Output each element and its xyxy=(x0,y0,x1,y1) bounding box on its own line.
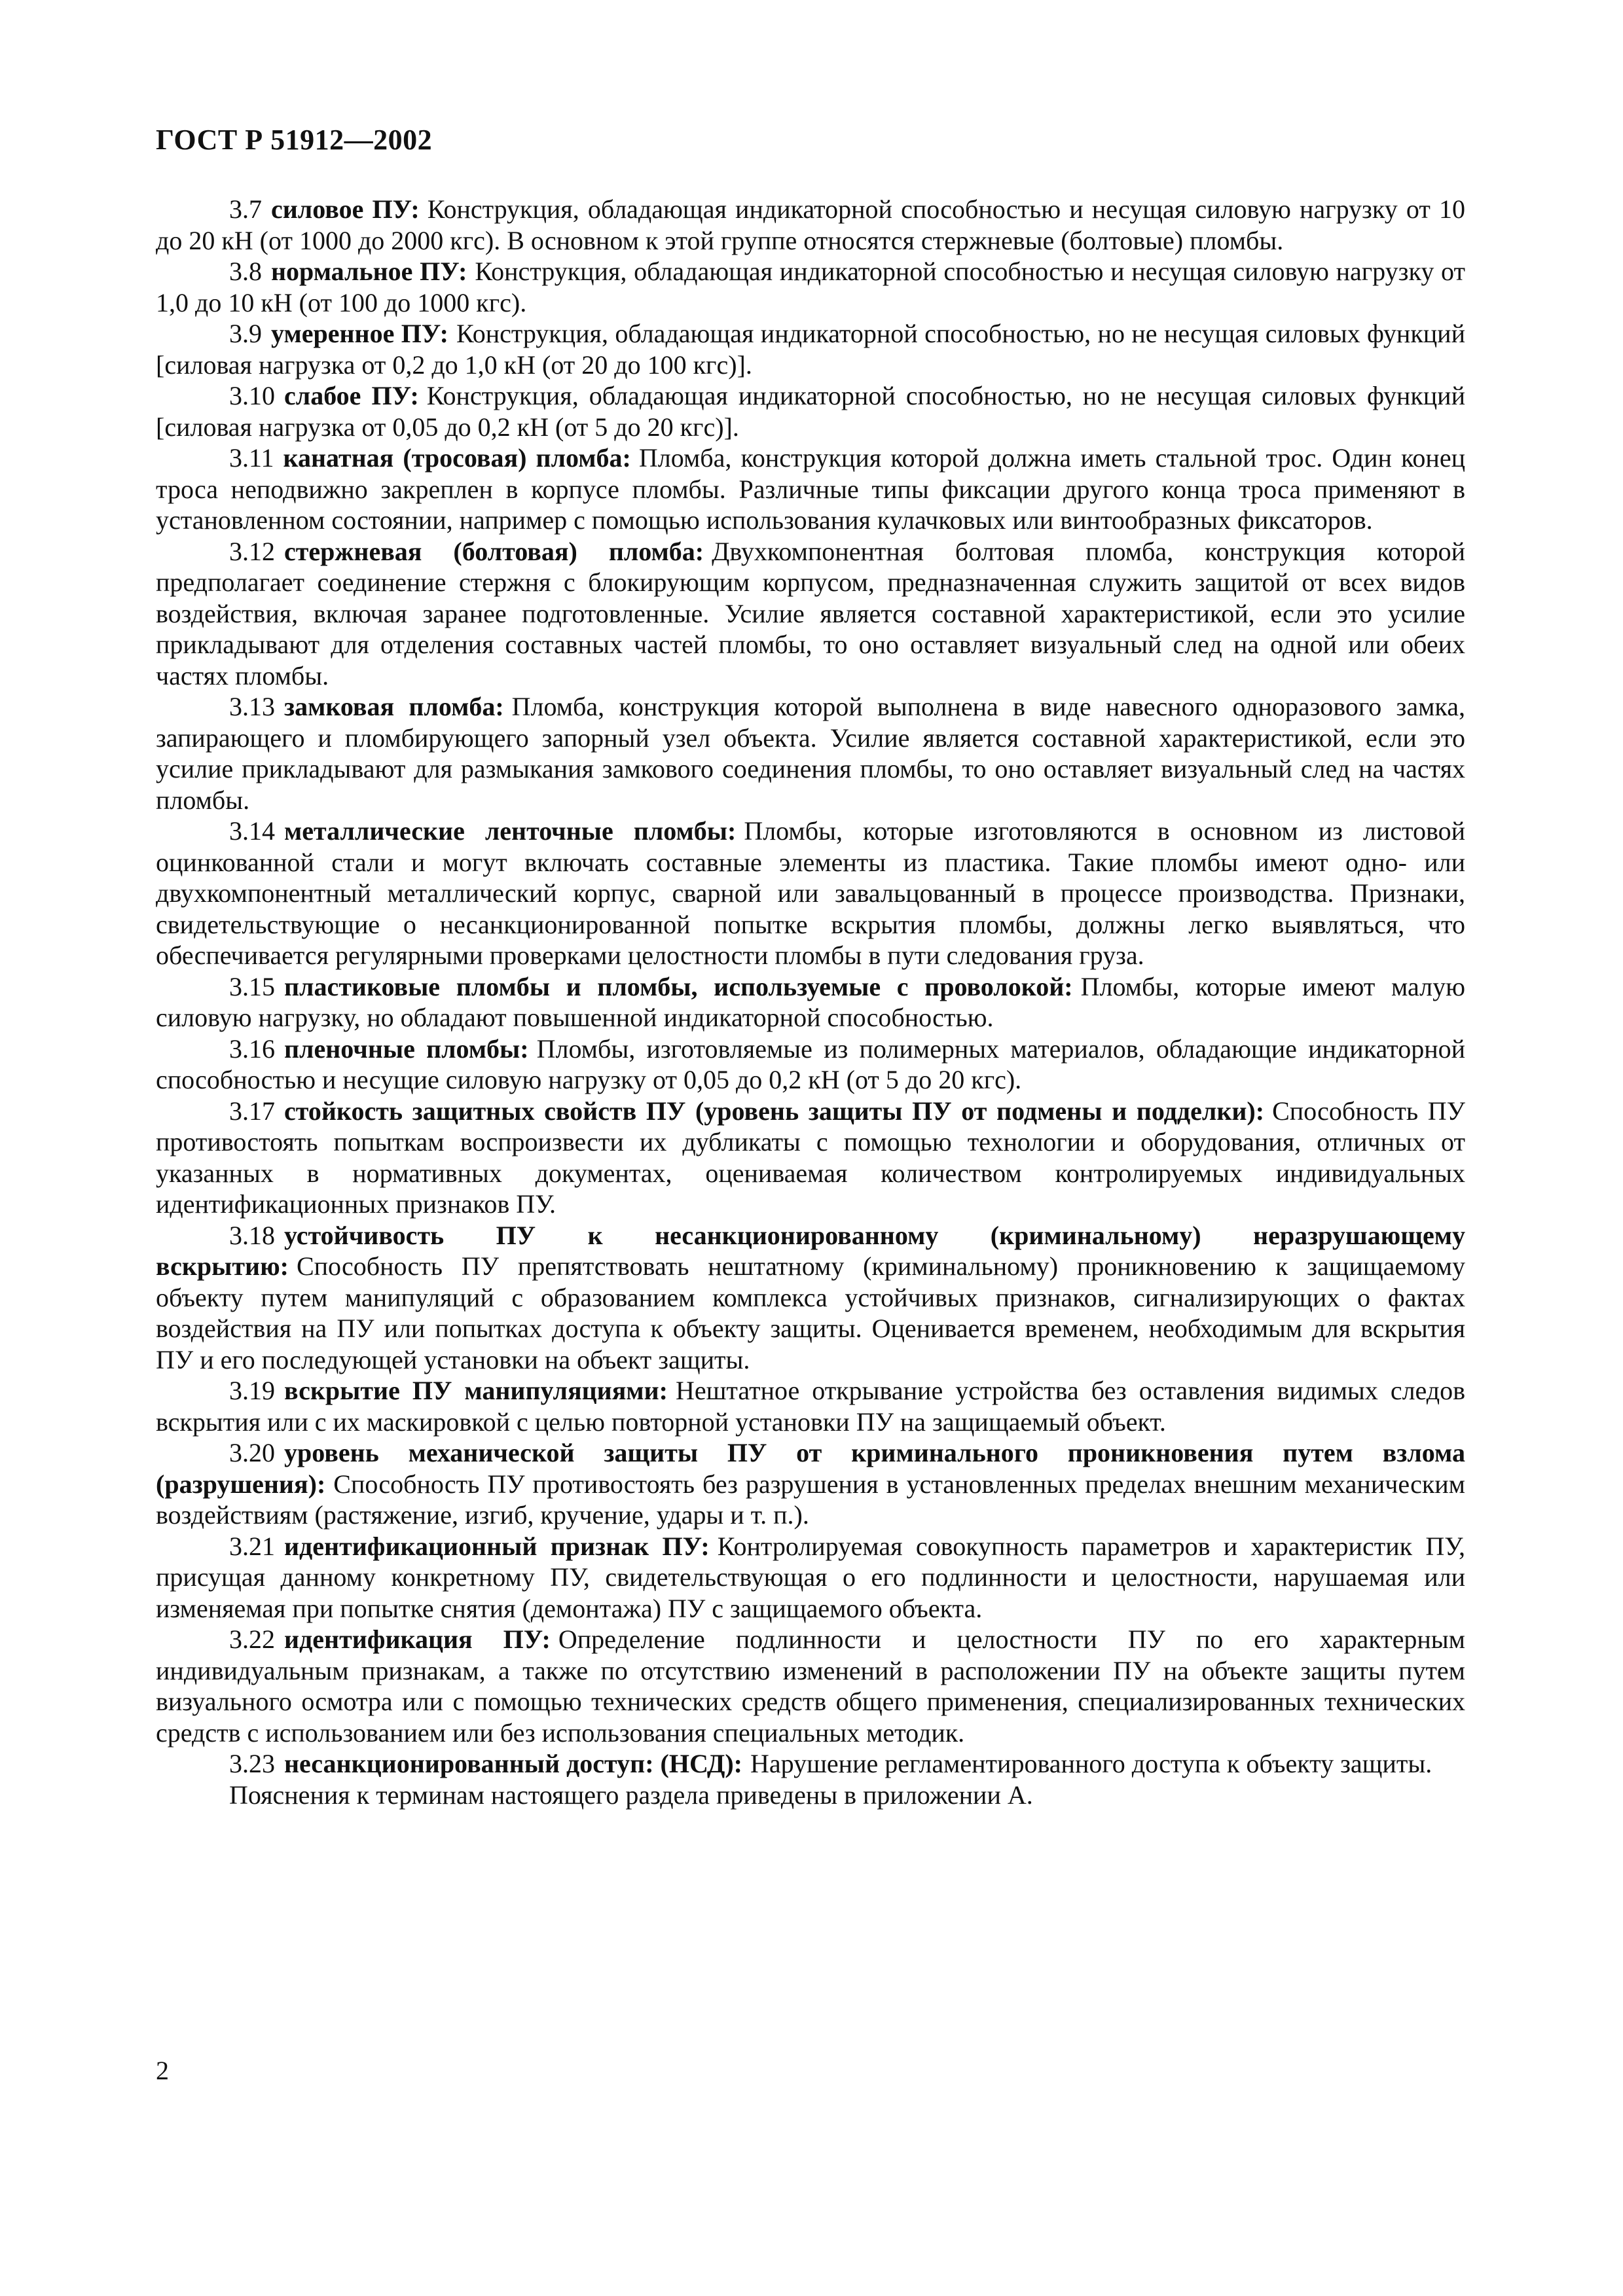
term: стержневая (болтовая) пломба: xyxy=(284,536,704,566)
definition-3-8 xyxy=(156,256,1465,318)
clause-number: 3.17 xyxy=(229,1096,275,1126)
definition-3-18 xyxy=(156,1220,1465,1376)
definition-3-17 xyxy=(156,1096,1465,1220)
clause-number: 3.9 xyxy=(229,319,262,348)
definition-text: Способность ПУ противостоять без разрушения в установленных пределах внешним механическим воздействиям (растяжение, изгиб, кручение, удары и т. п.). xyxy=(156,1469,1465,1530)
clause-number: 3.20 xyxy=(229,1438,275,1467)
definition-3-22 xyxy=(156,1624,1465,1748)
term: умеренное ПУ: xyxy=(271,319,449,348)
definition-text: Нарушение регламентированного доступа к объекту защиты. xyxy=(750,1749,1432,1778)
clause-number: 3.14 xyxy=(229,816,275,846)
clause-number: 3.12 xyxy=(229,536,275,566)
definition-text: Способность ПУ препятствовать нештатному (криминальному) проникновению к защищаемому объекту путем манипуляций с образованием комплекса устойчивых признаков, сигнализирующих о фактах воздействия на ПУ или попытках доступа к объекту защиты. Оценивается временем, необходимым для вскрытия ПУ и его последующей установки на объект защиты. xyxy=(156,1251,1465,1374)
definition-3-19 xyxy=(156,1375,1465,1437)
clause-number: 3.22 xyxy=(229,1624,275,1654)
term: стойкость защитных свойств ПУ (уровень защиты ПУ от подмены и подделки): xyxy=(284,1096,1265,1126)
definition-text: Двухкомпонентная болтовая пломба, конструкция которой предполагает соединение стержня с блокирующим корпусом, предназначенная служить защитой от всех видов воздействия, включая заранее подготовленные. Усилие является составной характеристикой, если это усилие прикладывают для отделения составных частей пломбы, то оно оставляет визуальный след на одной или обеих частях пломбы. xyxy=(156,536,1465,691)
clause-number: 3.16 xyxy=(229,1033,275,1064)
term: замковая пломба: xyxy=(284,692,504,721)
definition-3-16 xyxy=(156,1033,1465,1096)
term: вскрытие ПУ манипуляциями: xyxy=(284,1376,668,1405)
definition-3-23 xyxy=(156,1748,1465,1780)
clause-number: 3.13 xyxy=(229,692,275,721)
definition-text: Конструкция, обладающая индикаторной способностью и несущая силовую нагрузку от 10 до 20 кН (от 1000 до 2000 кгс). В основном к этой группе относятся стержневые (болтовые) пломбы. xyxy=(156,194,1466,255)
definition-3-7 xyxy=(156,194,1465,256)
document-body xyxy=(156,194,1465,1810)
clause-number: 3.7 xyxy=(229,194,262,224)
definition-3-12 xyxy=(156,536,1465,692)
term: идентификация ПУ: xyxy=(284,1624,551,1654)
definition-3-14 xyxy=(156,816,1465,971)
definition-text: Пломба, конструкция которой выполнена в виде навесного одноразового замка, запирающего и пломбирующего запорный узел объекта. Усилие является составной характеристикой, если это усилие прикладывают для размыкания замкового соединения пломбы, то оно оставляет визуальный след на частях пломбы. xyxy=(156,692,1465,815)
definition-text: Пломбы, которые имеют малую силовую нагрузку, но обладают повышенной индикаторной способностью. xyxy=(156,971,1465,1032)
term: уровень механической защиты ПУ от криминального проникновения путем взлома (разрушения): xyxy=(156,1438,1465,1499)
clause-number: 3.18 xyxy=(229,1220,275,1250)
term: слабое ПУ: xyxy=(284,381,419,410)
definition-3-10 xyxy=(156,380,1465,442)
term: несанкционированный доступ: (НСД): xyxy=(284,1749,742,1778)
term: устойчивость ПУ к несанкционированному (криминальному) неразрушающему вскрытию: xyxy=(156,1220,1465,1281)
document-header: ГОСТ Р 51912—2002 xyxy=(156,124,433,156)
definition-text: Конструкция, обладающая индикаторной способностью и несущая силовую нагрузку от 1,0 до 10 кН (от 100 до 1000 кгс). xyxy=(156,257,1466,317)
term: пленочные пломбы: xyxy=(284,1033,529,1064)
clause-number: 3.8 xyxy=(229,257,262,286)
term: нормальное ПУ: xyxy=(271,257,467,286)
clause-number: 3.10 xyxy=(229,381,275,410)
definition-3-9 xyxy=(156,318,1465,380)
clause-number: 3.15 xyxy=(229,971,275,1001)
definition-text: Нештатное открывание устройства без оставления видимых следов вскрытия или с их маскировкой с целью повторной установки ПУ на защищаемый объект. xyxy=(156,1376,1465,1437)
clause-number: 3.19 xyxy=(229,1376,275,1405)
definition-3-21 xyxy=(156,1531,1465,1624)
term: силовое ПУ: xyxy=(271,194,420,224)
clause-number: 3.23 xyxy=(229,1749,275,1778)
page-number: 2 xyxy=(156,2056,169,2085)
definition-3-13 xyxy=(156,691,1465,816)
definition-3-20 xyxy=(156,1437,1465,1531)
definition-3-15 xyxy=(156,971,1465,1033)
term: идентификационный признак ПУ: xyxy=(284,1531,710,1561)
term: металлические ленточные пломбы: xyxy=(284,816,737,846)
definition-text: Определение подлинности и целостности ПУ по его характерным индивидуальным признакам, а также по отсутствию изменений в расположении ПУ на объекте защиты путем визуального осмотра или с помощью технических средств общего применения, специализированных технических средств с использованием или без использования специальных методик. xyxy=(156,1624,1465,1748)
definition-text: Контролируемая совокупность параметров и характеристик ПУ, присущая данному конкретному ПУ, свидетельствующая о его подлинности и целостности, нарушаемая или изменяемая при попытке снятия (демонтажа) ПУ с защищаемого объекта. xyxy=(156,1531,1465,1623)
definition-text: Конструкция, обладающая индикаторной способностью, но не несущая силовых функций [силовая нагрузка от 0,2 до 1,0 кН (от 20 до 100 кгс)]. xyxy=(156,319,1465,380)
definition-text: Способность ПУ противостоять попыткам воспроизвести их дубликаты с помощью технологии и оборудования, отличных от указанных в нормативных документах, оцениваемая количеством контролируемых индивидуальных идентификационных признаков ПУ. xyxy=(156,1096,1465,1219)
term: канатная (тросовая) пломба: xyxy=(283,443,631,473)
definition-text: Пломбы, изготовляемые из полимерных материалов, обладающие индикаторной способностью и несущие силовую нагрузку от 0,05 до 0,2 кН (от 5 до 20 кгс). xyxy=(156,1033,1466,1094)
definition-text: Пломба, конструкция которой должна иметь стальной трос. Один конец троса неподвижно закреплен в корпусе пломбы. Различные типы фиксации другого конца троса применяют в установленном состоянии, например с помощью использования кулачковых или винтообразных фиксаторов. xyxy=(156,443,1466,535)
definition-3-11 xyxy=(156,442,1465,536)
clause-number: 3.21 xyxy=(229,1531,275,1561)
definition-text: Пломбы, которые изготовляются в основном из листовой оцинкованной стали и могут включать составные элементы из пластика. Такие пломбы имеют одно- или двухкомпонентный металлический корпус, сварной или завальцованный в процессе производства. Признаки, свидетельствующие о несанкционированной попытке вскрытия пломбы, должны легко выявляться, что обеспечивается регулярными проверками целостности пломбы в пути следования груза. xyxy=(156,816,1465,970)
definition-text: Конструкция, обладающая индикаторной способностью, но не несущая силовых функций [силовая нагрузка от 0,05 до 0,2 кН (от 5 до 20 кгс)]. xyxy=(156,381,1465,442)
term: пластиковые пломбы и пломбы, используемые с проволокой: xyxy=(284,971,1073,1001)
clause-number: 3.11 xyxy=(229,443,274,473)
closing-note: Пояснения к терминам настоящего раздела приведены в приложении А. xyxy=(229,1780,1033,1810)
